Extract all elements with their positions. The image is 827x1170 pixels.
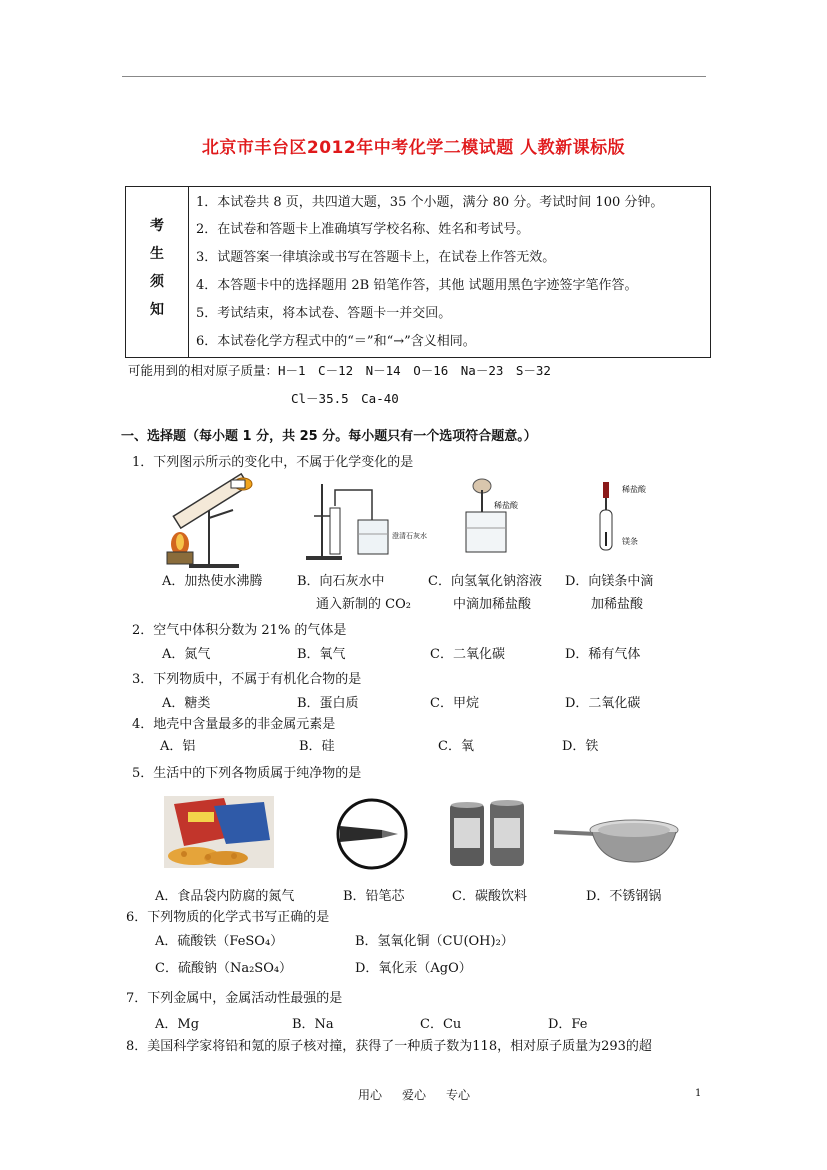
footer-left: 用心 xyxy=(358,1088,383,1102)
q2-option-a: A．氮气 xyxy=(162,647,211,662)
limewater-label: 澄清石灰水 xyxy=(392,532,427,540)
atomic-masses-line1: 可能用到的相对原子质量：H－1 C－12 N－14 O－16 Na－23 S－32 xyxy=(128,363,551,378)
q5-option-a: A．食品袋内防腐的氮气 xyxy=(155,889,295,904)
q3-option-b: B．蛋白质 xyxy=(297,696,359,711)
q1-option-d-line1: D．向镁条中滴 xyxy=(565,574,654,589)
q7-option-c: C．Cu xyxy=(420,1017,462,1032)
q4-option-a: A．铝 xyxy=(160,739,196,754)
dilute-hcl-label-c: 稀盐酸 xyxy=(494,501,518,510)
q2-option-b: B．氧气 xyxy=(297,647,346,662)
q7-option-d: D．Fe xyxy=(548,1017,588,1032)
q7-option-a: A．Mg xyxy=(155,1017,200,1032)
limewater-figure xyxy=(300,476,427,566)
q5-option-d: D．不锈钢锅 xyxy=(586,889,662,904)
question-2-stem: 2．空气中体积分数为 21% 的气体是 xyxy=(132,623,347,638)
q7-option-b: B．Na xyxy=(292,1017,334,1032)
q2-option-c: C．二氧化碳 xyxy=(430,647,505,662)
section-heading: 一、选择题（每小题 1 分，共 25 分。每小题只有一个选项符合题意。） xyxy=(121,429,537,444)
snack-bag-photo xyxy=(164,796,274,868)
q1-option-b-line2: 通入新制的 CO₂ xyxy=(316,597,411,612)
q6-option-b: B．氢氧化铜（CU(OH)₂） xyxy=(355,934,514,949)
notice-box xyxy=(125,186,711,358)
notice-line: 4．本答题卡中的选择题用 2B 铅笔作答，其他 试题用黑色字迹签字笔作答。 xyxy=(196,278,638,293)
question-6-stem: 6．下列物质的化学式书写正确的是 xyxy=(126,910,330,925)
notice-line: 2．在试卷和答题卡上准确填写学校名称、姓名和考试号。 xyxy=(196,222,530,237)
q6-option-a: A．硫酸铁（FeSO₄） xyxy=(155,934,284,949)
question-5-stem: 5．生活中的下列各物质属于纯净物的是 xyxy=(132,766,362,781)
boiling-water-figure xyxy=(155,474,275,570)
q4-option-d: D．铁 xyxy=(562,739,599,754)
notice-label-char: 生 xyxy=(150,246,164,262)
q1-option-c-line2: 中滴加稀盐酸 xyxy=(453,597,532,612)
q4-option-c: C．氧 xyxy=(438,739,474,754)
footer-mid: 爱心 xyxy=(402,1088,427,1102)
q3-option-d: D．二氧化碳 xyxy=(565,696,641,711)
question-4-stem: 4．地壳中含量最多的非金属元素是 xyxy=(132,717,336,732)
question-7-stem: 7．下列金属中，金属活动性最强的是 xyxy=(126,991,343,1006)
magnesium-figure xyxy=(590,480,670,554)
mg-label: 镁条 xyxy=(622,537,638,546)
page-number: 1 xyxy=(695,1088,702,1099)
steel-pot-photo xyxy=(552,808,682,868)
q3-option-c: C．甲烷 xyxy=(430,696,479,711)
page-title: 北京市丰台区2012年中考化学二模试题 人教新课标版 xyxy=(201,138,626,158)
notice-line: 6．本试卷化学方程式中的“＝”和“→”含义相同。 xyxy=(196,334,476,349)
q1-option-d-line2: 加稀盐酸 xyxy=(591,597,644,612)
notice-label-char: 考 xyxy=(150,218,164,234)
notice-line: 3．试题答案一律填涂或书写在答题卡上，在试卷上作答无效。 xyxy=(196,250,556,265)
acid-base-figure xyxy=(454,474,544,558)
footer-right: 专心 xyxy=(446,1088,471,1102)
atomic-masses-line2: Cl－35.5 Ca-40 xyxy=(291,391,399,406)
q6-option-d: D．氧化汞（AgO） xyxy=(355,961,472,976)
q1-option-c-line1: C．向氢氧化钠溶液 xyxy=(428,574,542,589)
notice-label-cell xyxy=(126,187,189,357)
q6-option-c: C．硫酸钠（Na₂SO₄） xyxy=(155,961,293,976)
pencil-lead-figure xyxy=(332,796,412,872)
header-rule xyxy=(122,76,706,77)
notice-label-char: 须 xyxy=(150,274,164,290)
question-8-stem: 8．美国科学家将铅和氪的原子核对撞，获得了一种质子数为118，相对原子质量为293的超 xyxy=(126,1039,652,1054)
q3-option-a: A．糖类 xyxy=(162,696,211,711)
q1-option-b-line1: B．向石灰水中 xyxy=(297,574,385,589)
q1-option-a: A．加热使水沸腾 xyxy=(162,574,263,589)
dilute-hcl-label-d: 稀盐酸 xyxy=(622,485,646,494)
notice-line: 5．考试结束，将本试卷、答题卡一并交回。 xyxy=(196,306,452,321)
notice-line: 1．本试卷共 8 页，共四道大题，35 个小题，满分 80 分。考试时间 100 分钟。 xyxy=(196,195,664,210)
question-1-stem: 1．下列图示所示的变化中，不属于化学变化的是 xyxy=(132,455,414,470)
notice-label-char: 知 xyxy=(150,302,164,318)
soda-cans-photo xyxy=(446,798,530,870)
q2-option-d: D．稀有气体 xyxy=(565,647,641,662)
q5-option-b: B．铅笔芯 xyxy=(343,889,405,904)
question-3-stem: 3．下列物质中，不属于有机化合物的是 xyxy=(132,672,362,687)
q5-option-c: C．碳酸饮料 xyxy=(452,889,527,904)
q4-option-b: B．硅 xyxy=(299,739,335,754)
